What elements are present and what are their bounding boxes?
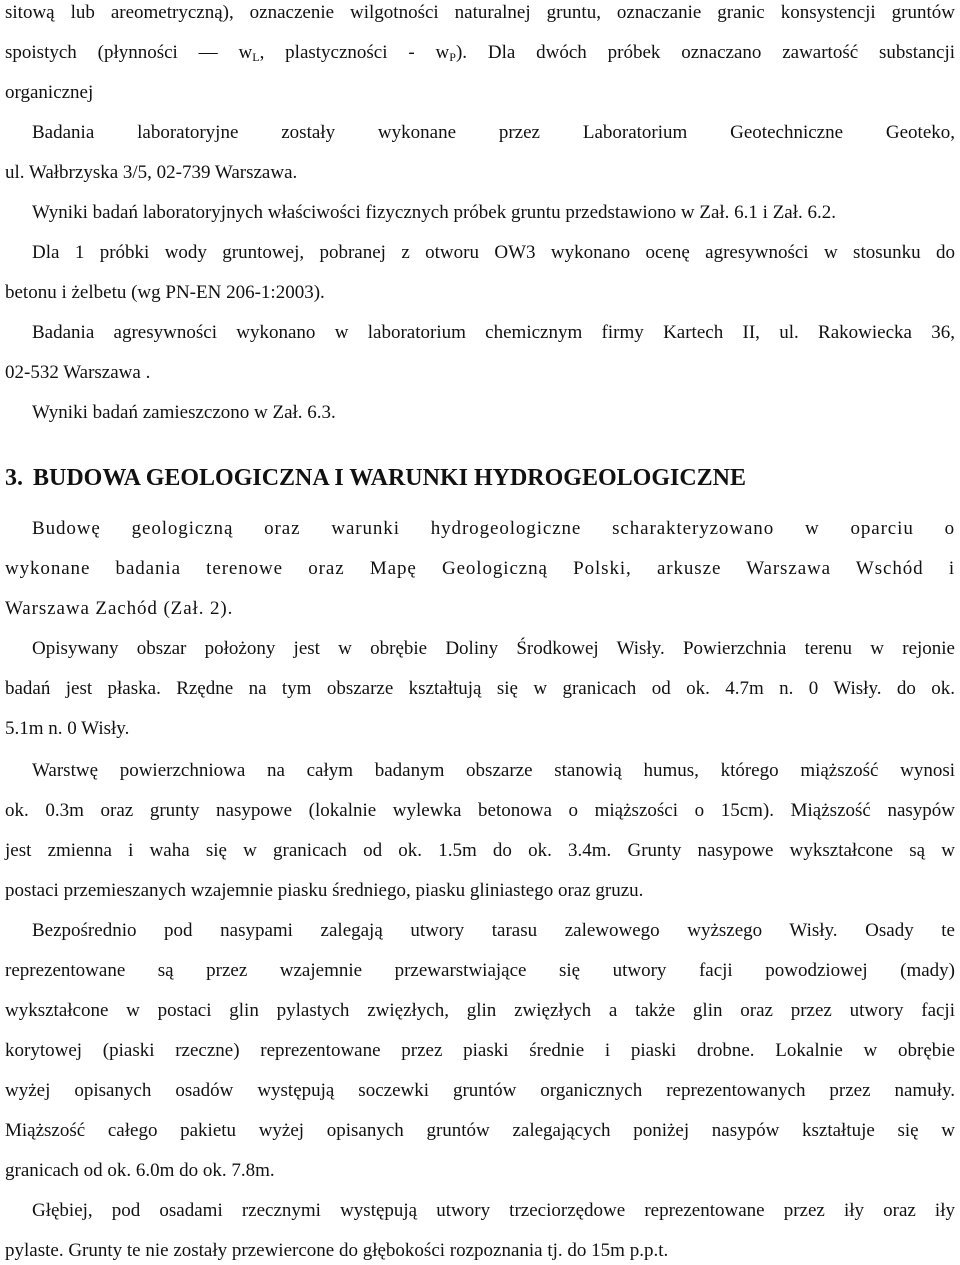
text-line: wyżej opisanych osadów występują soczewki gruntów organicznych reprezentowanych przez namuły. [5, 1080, 955, 1101]
text-line: reprezentowane są przez wzajemnie przewarstwiające się utwory facji powodziowej (mady) [5, 960, 955, 981]
text-line: Badania agresywności wykonano w laboratorium chemicznym firmy Kartech II, ul. Rakowiecka 36, [32, 322, 955, 343]
text-line: ul. Wałbrzyska 3/5, 02-739 Warszawa. [5, 162, 298, 183]
text-line: wykształcone w postaci glin pylastych zwięzłych, glin zwięzłych a także glin oraz przez utwory facji [5, 1000, 955, 1021]
section-title: BUDOWA GEOLOGICZNA I WARUNKI HYDROGEOLOGICZNE [33, 465, 747, 491]
text-line: Warstwę powierzchniowa na całym badanym obszarze stanowią humus, którego miąższość wynosi [32, 760, 955, 781]
text-line: Badania laboratoryjne zostały wykonane przez Laboratorium Geotechniczne Geoteko, [32, 122, 955, 143]
text-line: Budowę geologiczną oraz warunki hydrogeologiczne scharakteryzowano w oparciu o [32, 518, 955, 539]
text-line: ok. 0.3m oraz grunty nasypowe (lokalnie wylewka betonowa o miąższości o 15cm). Miąższość nasypów [5, 800, 955, 821]
text-line: Dla 1 próbki wody gruntowej, pobranej z otworu OW3 wykonano ocenę agresywności w stosunku do [32, 242, 955, 263]
text-line: Warszawa Zachód (Zał. 2). [5, 598, 234, 619]
text-line: 5.1m n. 0 Wisły. [5, 718, 130, 739]
section-heading [5, 464, 746, 492]
text-line: Bezpośrednio pod nasypami zalegają utwory tarasu zalewowego wyższego Wisły. Osady te [32, 920, 955, 941]
text-line: wykonane badania terenowe oraz Mapę Geologiczną Polski, arkusze Warszawa Wschód i [5, 558, 955, 579]
text-line: 02-532 Warszawa . [5, 362, 151, 383]
text-line: organicznej [5, 82, 94, 103]
text-line: granicach od ok. 6.0m do ok. 7.8m. [5, 1160, 275, 1181]
text-line: badań jest płaska. Rzędne na tym obszarze kształtują się w granicach od ok. 4.7m n. 0 Wisły. do ok. [5, 678, 955, 699]
text-line: betonu i żelbetu (wg PN-EN 206-1:2003). [5, 282, 325, 303]
text-line: Miąższość całego pakietu wyżej opisanych gruntów zalegających poniżej nasypów kształtuje się w [5, 1120, 955, 1141]
text-line: jest zmienna i waha się w granicach od ok. 1.5m do ok. 3.4m. Grunty nasypowe wykształcone są w [5, 840, 955, 861]
section-number: 3. [5, 465, 23, 491]
text-line: pylaste. Grunty te nie zostały przewiercone do głębokości rozpoznania tj. do 15m p.p.t. [5, 1240, 669, 1261]
text-line: Opisywany obszar położony jest w obrębie Doliny Środkowej Wisły. Powierzchnia terenu w rejonie [32, 638, 955, 659]
text-line: korytowej (piaski rzeczne) reprezentowane przez piaski średnie i piaski drobne. Lokalnie w obrębie [5, 1040, 955, 1061]
text-line: postaci przemieszanych wzajemnie piasku średniego, piasku gliniastego oraz gruzu. [5, 880, 644, 901]
text-line: Wyniki badań zamieszczono w Zał. 6.3. [32, 402, 336, 423]
text-line: spoistych (płynności — $w_L$, plastyczności - $w_P$). Dla dwóch próbek oznaczano zawartość substancji [5, 42, 955, 64]
text-line: sitową lub areometryczną), oznaczenie wilgotności naturalnej gruntu, oznaczanie granic konsystencji gruntów [5, 2, 955, 23]
text-line: Wyniki badań laboratoryjnych właściwości fizycznych próbek gruntu przedstawiono w Zał. 6.1 i Zał. 6.2. [32, 202, 837, 223]
text-line: Głębiej, pod osadami rzecznymi występują utwory trzeciorzędowe reprezentowane przez iły oraz iły [32, 1200, 955, 1221]
